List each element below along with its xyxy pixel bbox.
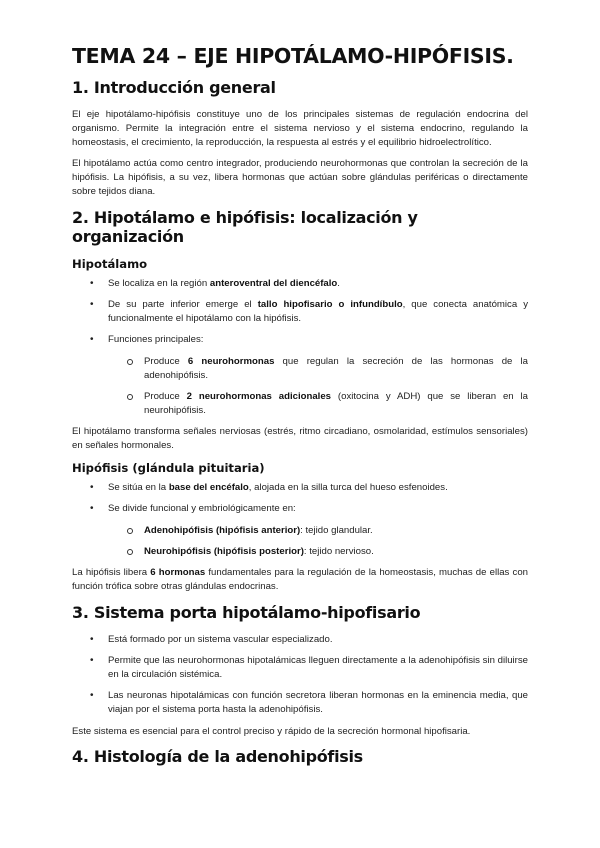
section-heading-sistema-porta: 3. Sistema porta hipotálamo-hipofisario xyxy=(72,603,421,623)
list-item: • De su parte inferior emerge el tallo hipofisario o infundíbulo, que conecta anatómica y funcionalmente el hipotálamo con la hipófisis. xyxy=(72,298,528,326)
section-heading-histologia: 4. Histología de la adenohipófisis xyxy=(72,747,363,767)
page-title: TEMA 24 – EJE HIPOTÁLAMO-HIPÓFISIS. xyxy=(72,44,514,68)
list-item: • Se sitúa en la base del encéfalo, alojada en la silla turca del hueso esfenoides. xyxy=(72,481,528,495)
list-item: Produce 2 neurohormonas adicionales (oxitocina y ADH) que se liberan en la neurohipófisis. xyxy=(72,390,528,418)
sub-bullet-list xyxy=(108,355,528,418)
list-item: Produce 6 neurohormonas que regulan la secreción de las hormonas de la adenohipófisis. xyxy=(72,355,528,383)
paragraph: Este sistema es esencial para el control preciso y rápido de la secreción hormonal hipofisaria. xyxy=(72,725,471,737)
list-item: • Se localiza en la región anteroventral del diencéfalo. xyxy=(72,277,528,291)
paragraph: El hipotálamo actúa como centro integrador, produciendo neurohormonas que controlan la secreción de la hipófisis. La hipófisis, a su vez, libera hormonas que actúan sobre glándulas periféricas o directamente sobre tejidos diana. xyxy=(72,158,528,197)
paragraph: La hipófisis libera 6 hormonas fundamentales para la regulación de la homeostasis, muchas de ellas con función trófica sobre otras glándulas endocrinas. xyxy=(72,567,528,593)
list-item: Neurohipófisis (hipófisis posterior): tejido nervioso. xyxy=(72,545,528,559)
list-item: • Está formado por un sistema vascular especializado. xyxy=(72,633,528,647)
list-item: • Funciones principales: Produce 6 neurohormonas que regulan la secreción de las hormonas de la adenohipófisis. Produce 2 neurohormonas adicionales (oxitocina y ADH) que se liberan en la neurohipófisis. xyxy=(72,333,528,417)
section-heading-introduccion: 1. Introducción general xyxy=(72,78,276,97)
bullet-list xyxy=(72,633,528,717)
list-item: Adenohipófisis (hipófisis anterior): tejido glandular. xyxy=(72,524,528,538)
list-item: • Se divide funcional y embriológicamente en: Adenohipófisis (hipófisis anterior): tejido glandular. Neurohipófisis (hipófisis posterior): tejido nervioso. xyxy=(72,502,528,559)
section-heading-localizacion: 2. Hipotálamo e hipófisis: localización y organización xyxy=(72,207,418,246)
list-item: • Las neuronas hipotalámicas con función secretora liberan hormonas en la eminencia media, que viajan por el sistema porta hasta la adenohipófisis. xyxy=(72,689,528,717)
sub-bullet-list xyxy=(108,524,528,559)
paragraph: El eje hipotálamo-hipófisis constituye uno de los principales sistemas de regulación endocrina del organismo. Permite la integración entre el sistema nervioso y el sistema endocrino, regulando la homeostasis, el crecimiento, la reproducción, la respuesta al estrés y el equilibrio hidroelectrolítico. xyxy=(72,109,528,148)
paragraph: El hipotálamo transforma señales nerviosas (estrés, ritmo circadiano, osmolaridad, estímulos sensoriales) en señales hormonales. xyxy=(72,426,528,451)
subheading-hipofisis: Hipófisis (glándula pituitaria) xyxy=(72,460,265,475)
bullet-list xyxy=(72,277,528,418)
bullet-list xyxy=(72,481,528,559)
subheading-hipotalamo: Hipotálamo xyxy=(72,256,148,271)
list-item: • Permite que las neurohormonas hipotalámicas lleguen directamente a la adenohipófisis sin diluirse en la circulación sistémica. xyxy=(72,654,528,682)
